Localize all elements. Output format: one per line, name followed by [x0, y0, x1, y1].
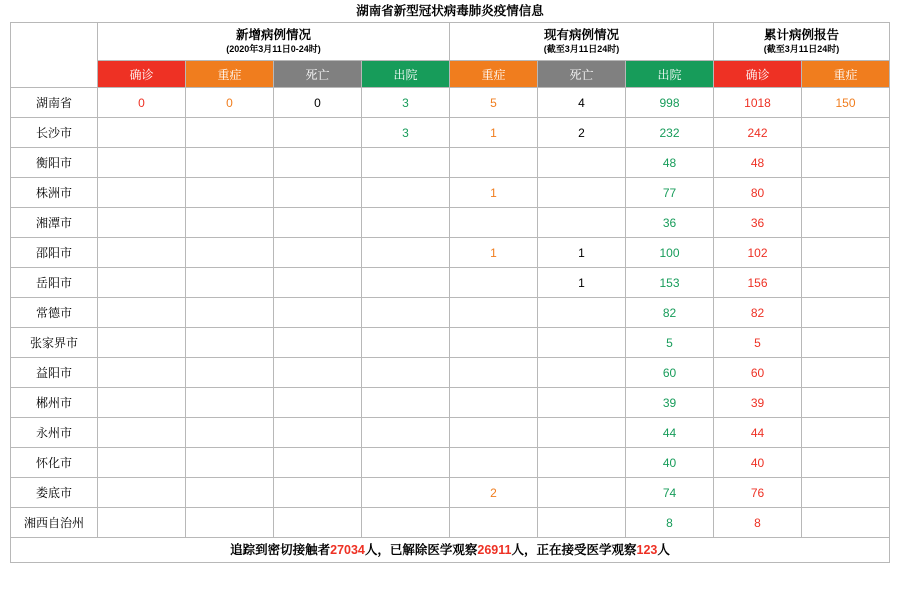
- cell-death: [538, 448, 626, 478]
- table-row: [11, 508, 890, 538]
- cell-cured: 40: [626, 448, 714, 478]
- table-row: [11, 448, 890, 478]
- table-body: [11, 88, 890, 538]
- cell-cured: 77: [626, 178, 714, 208]
- cell-confirm: 48: [714, 148, 802, 178]
- cell-severe: [802, 298, 890, 328]
- cell-confirm: 1018: [714, 88, 802, 118]
- cell-cured: 39: [626, 388, 714, 418]
- cell-death: [538, 418, 626, 448]
- cell-confirm: 0: [98, 88, 186, 118]
- cell-cured: [362, 358, 450, 388]
- group-new-cases: [98, 23, 450, 61]
- cell-severe: [450, 208, 538, 238]
- cell-confirm: [98, 478, 186, 508]
- col-new-confirmed: 确诊: [98, 61, 186, 88]
- cell-confirm: 82: [714, 298, 802, 328]
- cell-confirm: [98, 418, 186, 448]
- cell-confirm: [98, 148, 186, 178]
- table-row: [11, 388, 890, 418]
- footer-text-2: 人，已解除医学观察: [364, 543, 478, 557]
- cell-severe: [802, 178, 890, 208]
- row-region-label: 长沙市: [11, 118, 98, 148]
- cell-severe: [802, 478, 890, 508]
- cell-severe: 1: [450, 178, 538, 208]
- footer-summary: [10, 538, 890, 563]
- cell-confirm: [98, 238, 186, 268]
- cell-cured: [362, 328, 450, 358]
- cell-cured: [362, 148, 450, 178]
- cell-severe: [802, 358, 890, 388]
- table-header: [11, 23, 890, 88]
- cell-confirm: 36: [714, 208, 802, 238]
- page-title: 湖南省新型冠状病毒肺炎疫情信息: [356, 4, 544, 18]
- cell-severe: [186, 208, 274, 238]
- cell-severe: [186, 478, 274, 508]
- cell-death: [274, 448, 362, 478]
- cell-confirm: 40: [714, 448, 802, 478]
- col-cum-severe: 重症: [802, 61, 890, 88]
- group-current-cases-title: 现有病例情况: [543, 28, 619, 42]
- row-region-label: 邵阳市: [11, 238, 98, 268]
- cell-severe: [802, 208, 890, 238]
- cell-death: [274, 478, 362, 508]
- row-region-label: 永州市: [11, 418, 98, 448]
- cell-death: 4: [538, 88, 626, 118]
- cell-cured: [362, 208, 450, 238]
- cell-confirm: [98, 508, 186, 538]
- cell-confirm: [98, 448, 186, 478]
- col-new-severe: 重症: [186, 61, 274, 88]
- cell-severe: [450, 358, 538, 388]
- cell-severe: [450, 388, 538, 418]
- row-region-label: 娄底市: [11, 478, 98, 508]
- cell-death: [538, 328, 626, 358]
- cell-confirm: 8: [714, 508, 802, 538]
- table-row: [11, 328, 890, 358]
- cell-severe: [802, 268, 890, 298]
- table-row: [11, 178, 890, 208]
- cell-cured: [362, 478, 450, 508]
- cell-cured: [362, 298, 450, 328]
- cell-cured: [362, 418, 450, 448]
- cell-cured: 74: [626, 478, 714, 508]
- cell-severe: [186, 388, 274, 418]
- group-cumulative-cases: [714, 23, 890, 61]
- cell-confirm: [98, 268, 186, 298]
- cell-confirm: [98, 118, 186, 148]
- cell-confirm: [98, 388, 186, 418]
- cell-severe: [450, 328, 538, 358]
- group-new-cases-title: 新增病例情况: [235, 28, 311, 42]
- cell-death: 1: [538, 238, 626, 268]
- cell-death: [538, 478, 626, 508]
- row-region-label: 株洲市: [11, 178, 98, 208]
- cell-severe: [186, 418, 274, 448]
- group-cumulative-cases-subtitle: (截至3月11日24时): [763, 44, 840, 54]
- cell-cured: [362, 388, 450, 418]
- cell-severe: [186, 298, 274, 328]
- cell-severe: [450, 508, 538, 538]
- cell-death: [538, 388, 626, 418]
- epidemic-table: [10, 22, 890, 538]
- cell-cured: 44: [626, 418, 714, 448]
- cell-severe: 1: [450, 238, 538, 268]
- col-new-death: 死亡: [274, 61, 362, 88]
- table-row: [11, 298, 890, 328]
- cell-cured: 100: [626, 238, 714, 268]
- cell-confirm: [98, 358, 186, 388]
- cell-severe: [450, 448, 538, 478]
- cell-death: [538, 208, 626, 238]
- footer-under-observation: 123: [636, 543, 658, 557]
- cell-death: [538, 508, 626, 538]
- footer-text-4: 人: [657, 543, 670, 557]
- cell-severe: [802, 118, 890, 148]
- cell-death: [274, 328, 362, 358]
- footer-text-1: 追踪到密切接触者: [230, 543, 331, 557]
- cell-severe: 150: [802, 88, 890, 118]
- col-new-cured: 出院: [362, 61, 450, 88]
- cell-severe: [450, 418, 538, 448]
- cell-death: [538, 178, 626, 208]
- cell-severe: [186, 508, 274, 538]
- table-row: [11, 478, 890, 508]
- col-cum-confirmed: 确诊: [714, 61, 802, 88]
- table-row: [11, 358, 890, 388]
- footer-released-observation: 26911: [477, 543, 512, 557]
- table-row: [11, 268, 890, 298]
- table-row: [11, 238, 890, 268]
- cell-cured: 153: [626, 268, 714, 298]
- cell-cured: 232: [626, 118, 714, 148]
- cell-confirm: [98, 178, 186, 208]
- cell-severe: 0: [186, 88, 274, 118]
- cell-death: 0: [274, 88, 362, 118]
- cell-severe: [802, 238, 890, 268]
- cell-cured: 3: [362, 88, 450, 118]
- cell-death: 1: [538, 268, 626, 298]
- row-region-label: 怀化市: [11, 448, 98, 478]
- cell-death: [274, 208, 362, 238]
- cell-severe: [186, 268, 274, 298]
- row-region-label: 衡阳市: [11, 148, 98, 178]
- cell-severe: 2: [450, 478, 538, 508]
- cell-cured: 3: [362, 118, 450, 148]
- cell-severe: [450, 148, 538, 178]
- corner-cell: [11, 23, 98, 88]
- cell-death: [274, 178, 362, 208]
- cell-death: [274, 118, 362, 148]
- cell-severe: [802, 448, 890, 478]
- row-region-label: 张家界市: [11, 328, 98, 358]
- row-region-label: 湘潭市: [11, 208, 98, 238]
- cell-death: [538, 298, 626, 328]
- cell-cured: 36: [626, 208, 714, 238]
- cell-severe: [186, 328, 274, 358]
- cell-cured: [362, 508, 450, 538]
- row-region-label: 湘西自治州: [11, 508, 98, 538]
- cell-severe: [802, 328, 890, 358]
- cell-severe: [186, 448, 274, 478]
- cell-confirm: 5: [714, 328, 802, 358]
- cell-cured: [362, 448, 450, 478]
- cell-severe: [186, 178, 274, 208]
- group-cumulative-cases-title: 累计病例报告: [763, 28, 839, 42]
- table-row: [11, 118, 890, 148]
- cell-confirm: 60: [714, 358, 802, 388]
- cell-severe: [802, 508, 890, 538]
- cell-confirm: [98, 328, 186, 358]
- cell-cured: [362, 178, 450, 208]
- footer-text-3: 人，正在接受医学观察: [511, 543, 637, 557]
- table-row: [11, 88, 890, 118]
- row-region-label: 益阳市: [11, 358, 98, 388]
- cell-death: [538, 358, 626, 388]
- cell-severe: [450, 298, 538, 328]
- cell-cured: 82: [626, 298, 714, 328]
- group-new-cases-subtitle: (2020年3月11日0-24时): [226, 44, 321, 54]
- cell-confirm: 156: [714, 268, 802, 298]
- footer-contacts-traced: 27034: [330, 543, 365, 557]
- cell-death: [538, 148, 626, 178]
- row-region-label: 岳阳市: [11, 268, 98, 298]
- cell-death: [274, 388, 362, 418]
- cell-death: [274, 358, 362, 388]
- cell-death: 2: [538, 118, 626, 148]
- cell-severe: [802, 388, 890, 418]
- table-row: [11, 148, 890, 178]
- cell-death: [274, 148, 362, 178]
- cell-severe: 1: [450, 118, 538, 148]
- cell-confirm: [98, 208, 186, 238]
- col-cur-cured: 出院: [626, 61, 714, 88]
- cell-confirm: 39: [714, 388, 802, 418]
- cell-death: [274, 298, 362, 328]
- cell-death: [274, 418, 362, 448]
- cell-severe: 5: [450, 88, 538, 118]
- cell-severe: [802, 418, 890, 448]
- cell-severe: [186, 148, 274, 178]
- cell-severe: [186, 118, 274, 148]
- table-row: [11, 418, 890, 448]
- cell-severe: [450, 268, 538, 298]
- cell-cured: 60: [626, 358, 714, 388]
- cell-confirm: 242: [714, 118, 802, 148]
- row-region-label: 常德市: [11, 298, 98, 328]
- cell-confirm: 44: [714, 418, 802, 448]
- cell-death: [274, 268, 362, 298]
- cell-confirm: [98, 298, 186, 328]
- col-cur-severe: 重症: [450, 61, 538, 88]
- cell-cured: 5: [626, 328, 714, 358]
- group-current-cases: [450, 23, 714, 61]
- cell-severe: [802, 148, 890, 178]
- cell-cured: [362, 268, 450, 298]
- cell-severe: [186, 358, 274, 388]
- row-region-label: 湖南省: [11, 88, 98, 118]
- table-row: [11, 208, 890, 238]
- cell-confirm: 102: [714, 238, 802, 268]
- cell-death: [274, 508, 362, 538]
- group-header-row: [11, 23, 890, 61]
- cell-death: [274, 238, 362, 268]
- col-cur-death: 死亡: [538, 61, 626, 88]
- cell-cured: 48: [626, 148, 714, 178]
- row-region-label: 郴州市: [11, 388, 98, 418]
- column-header-row: [11, 61, 890, 88]
- cell-cured: 998: [626, 88, 714, 118]
- group-current-cases-subtitle: (截至3月11日24时): [543, 44, 620, 54]
- cell-confirm: 76: [714, 478, 802, 508]
- cell-severe: [186, 238, 274, 268]
- cell-cured: [362, 238, 450, 268]
- cell-cured: 8: [626, 508, 714, 538]
- cell-confirm: 80: [714, 178, 802, 208]
